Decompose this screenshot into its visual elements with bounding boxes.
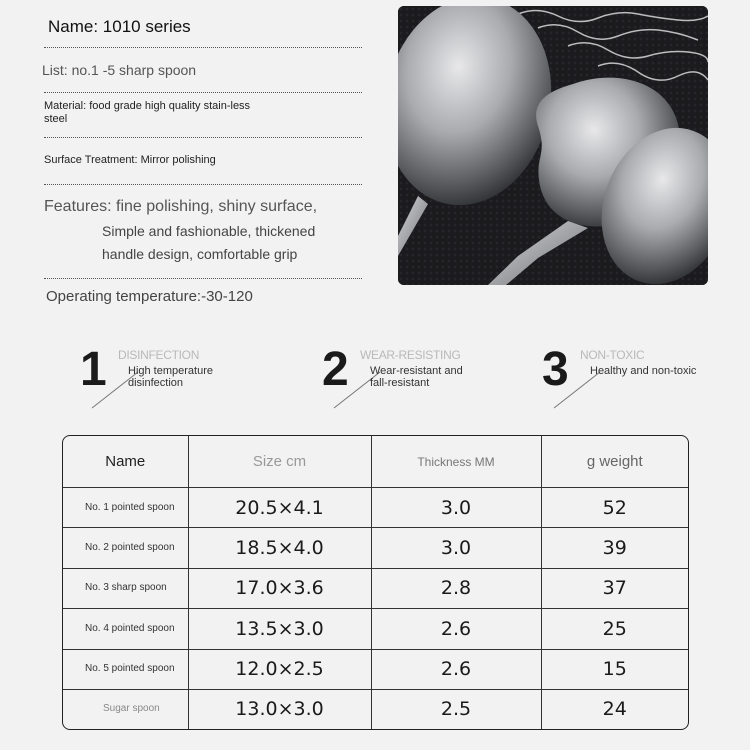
feature-description: High temperature disinfection [128, 365, 213, 389]
header-name: Name [63, 436, 188, 488]
feature-description: Wear-resistant and fall-resistant [370, 365, 463, 389]
header-thickness: Thickness MM [371, 436, 541, 488]
feature-number: 1 [80, 343, 107, 396]
cell-name: No. 1 pointed spoon [63, 488, 188, 528]
cell-thickness: 3.0 [371, 488, 541, 528]
cell-thickness: 2.6 [371, 649, 541, 689]
cell-weight: 15 [541, 649, 688, 689]
cell-size: 20.5×4.1 [188, 488, 371, 528]
table-header-row [63, 436, 688, 488]
cell-name: No. 3 sharp spoon [63, 568, 188, 608]
cell-name: Sugar spoon [63, 689, 188, 729]
table-row [63, 488, 688, 528]
divider [44, 137, 362, 138]
feature-wear-resisting [322, 340, 522, 410]
spoon-illustration [398, 6, 708, 285]
cell-weight: 39 [541, 528, 688, 568]
spec-temperature: Operating temperature:-30-120 [46, 288, 253, 305]
cell-name: No. 2 pointed spoon [63, 528, 188, 568]
feature-title: DISINFECTION [118, 348, 200, 362]
spec-name: Name: 1010 series [48, 17, 191, 36]
spec-surface: Surface Treatment: Mirror polishing [44, 154, 216, 166]
cell-size: 12.0×2.5 [188, 649, 371, 689]
spec-material: Material: food grade high quality stain-less steel [44, 100, 251, 125]
cell-size: 17.0×3.6 [188, 568, 371, 608]
spec-features-line2: Simple and fashionable, thickened [102, 223, 316, 239]
divider [44, 278, 362, 279]
spec-list: List: no.1 -5 sharp spoon [42, 62, 197, 78]
spec-features: Features: fine polishing, shiny surface, [44, 198, 318, 215]
spec-table [62, 435, 689, 730]
header-weight: g weight [541, 436, 688, 488]
cell-weight: 24 [602, 698, 627, 721]
cell-size: 13.5×3.0 [188, 609, 371, 649]
table-row [63, 689, 688, 729]
cell-weight: 25 [541, 609, 688, 649]
feature-number: 2 [322, 343, 349, 396]
cell-size: 18.5×4.0 [188, 528, 371, 568]
cell-thickness: 2.6 [371, 609, 541, 649]
cell-size: 13.0×3.0 [188, 689, 371, 729]
feature-non-toxic [542, 340, 742, 410]
feature-title: NON-TOXIC [580, 348, 645, 362]
product-photo [398, 6, 708, 285]
spec-features-line3: handle design, comfortable grip [102, 246, 298, 262]
feature-number: 3 [542, 343, 569, 396]
feature-title: WEAR-RESISTING [360, 348, 461, 362]
table-row [63, 528, 688, 568]
divider [44, 47, 362, 48]
cell-thickness: 2.5 [371, 689, 541, 729]
cell-name: No. 5 pointed spoon [63, 649, 188, 689]
cell-name: No. 4 pointed spoon [63, 609, 188, 649]
feature-description: Healthy and non-toxic [590, 365, 697, 377]
table-row [63, 568, 688, 608]
feature-disinfection [80, 340, 280, 410]
header-size: Size cm [188, 436, 371, 488]
table-row [63, 649, 688, 689]
divider [44, 184, 362, 185]
cell-thickness: 3.0 [371, 528, 541, 568]
table-row [63, 609, 688, 649]
cell-thickness: 2.8 [371, 568, 541, 608]
divider [44, 92, 362, 93]
cell-weight: 37 [541, 568, 688, 608]
cell-weight: 52 [541, 488, 688, 528]
